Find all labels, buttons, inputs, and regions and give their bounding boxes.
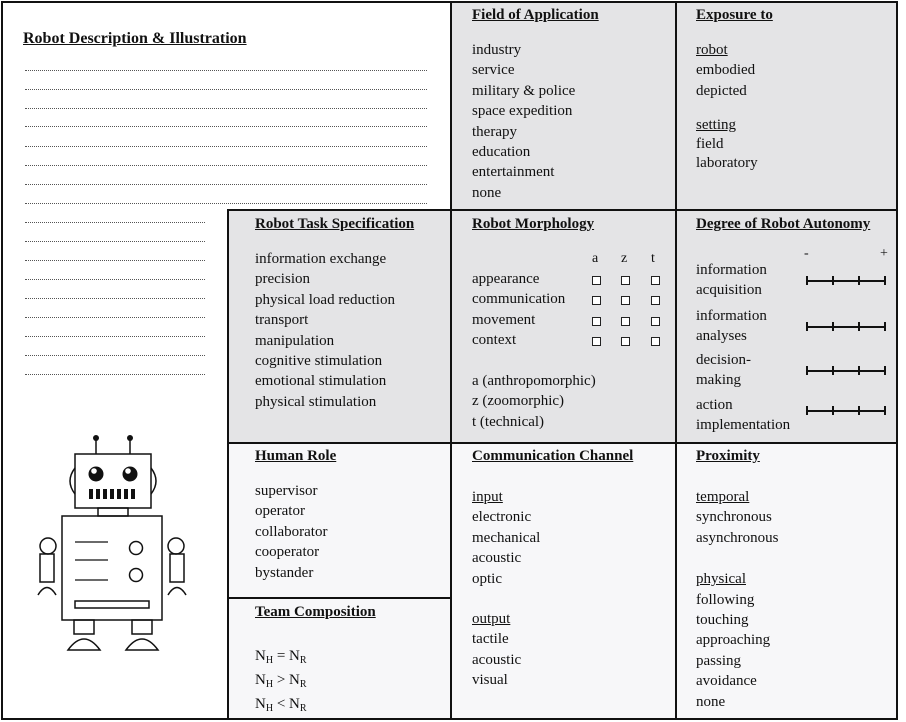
- team-ratio: $N_H < N_R$: [255, 696, 307, 714]
- divider: [227, 442, 898, 444]
- checkbox-movement-a[interactable]: [592, 317, 601, 326]
- list-item: synchronous: [696, 509, 772, 526]
- checkbox-context-a[interactable]: [592, 337, 601, 346]
- divider: [675, 2, 677, 720]
- list-item: approaching: [696, 632, 771, 649]
- exposure-robot-label: robot: [696, 42, 728, 58]
- list-item: mechanical: [472, 529, 541, 546]
- autonomy-scale[interactable]: [806, 406, 888, 416]
- morphology-row-label: communication: [472, 291, 566, 308]
- list-item: industry: [472, 42, 522, 58]
- list-item: asynchronous: [696, 529, 779, 546]
- divider: [450, 2, 452, 720]
- list-item: following: [696, 591, 755, 608]
- checkbox-communication-z[interactable]: [621, 296, 630, 305]
- morphology-rows: [472, 269, 565, 351]
- autonomy-title: Degree of Robot Autonomy: [696, 216, 871, 232]
- list-item: acoustic: [472, 651, 522, 668]
- morphology-row-label: movement: [472, 311, 536, 328]
- legend-item: t (technical): [472, 413, 545, 430]
- team-composition-list: [255, 644, 307, 716]
- morphology-legend: [472, 371, 596, 432]
- list-item: none: [472, 184, 502, 201]
- list-item: physical load reduction: [255, 291, 395, 308]
- task-title: Robot Task Specification: [255, 216, 415, 232]
- channel-input-label: input: [472, 489, 503, 505]
- checkbox-context-z[interactable]: [621, 337, 630, 346]
- checkbox-context-t[interactable]: [651, 337, 660, 346]
- morphology-title: Robot Morphology: [472, 216, 595, 232]
- robot-illustration: [30, 430, 195, 655]
- autonomy-scale[interactable]: [806, 276, 888, 286]
- list-item: bystander: [255, 564, 314, 581]
- list-item: precision: [255, 271, 310, 288]
- list-item: emotional stimulation: [255, 373, 387, 390]
- morphology-col-t: t: [651, 251, 655, 266]
- communication-channel-title: Communication Channel: [472, 448, 634, 464]
- list-item: none: [696, 693, 726, 710]
- list-item: passing: [696, 652, 741, 669]
- list-item: laboratory: [696, 155, 758, 172]
- list-item: avoidance: [696, 673, 757, 690]
- list-item: cognitive stimulation: [255, 352, 383, 369]
- list-item: information exchange: [255, 251, 387, 267]
- morphology-row-label: context: [472, 332, 517, 349]
- team-ratio: $N_H > N_R$: [255, 672, 307, 690]
- divider: [227, 597, 451, 599]
- communication-channel-list: [472, 487, 540, 691]
- proximity-temporal-label: temporal: [696, 489, 750, 505]
- team-ratio: $N_H = N_R$: [255, 648, 307, 666]
- autonomy-plus-label: +: [880, 246, 888, 261]
- human-role-list: [255, 481, 327, 583]
- list-item: depicted: [696, 82, 747, 99]
- list-item: touching: [696, 611, 749, 628]
- list-item: field: [696, 136, 724, 153]
- autonomy-row-label: decision- making: [696, 352, 751, 389]
- list-item: entertainment: [472, 164, 555, 181]
- autonomy-row-label: action implementation: [696, 397, 791, 434]
- channel-output-label: output: [472, 610, 511, 627]
- divider: [227, 209, 898, 211]
- list-item: supervisor: [255, 483, 318, 499]
- list-item: operator: [255, 503, 305, 520]
- autonomy-row-label: information acquisition: [696, 262, 767, 299]
- list-item: manipulation: [255, 332, 335, 349]
- morphology-col-a: a: [592, 251, 599, 266]
- autonomy-scale[interactable]: [806, 366, 888, 376]
- list-item: service: [472, 62, 515, 79]
- divider: [227, 209, 229, 720]
- autonomy-minus-label: -: [804, 246, 809, 261]
- exposure-list: [696, 40, 758, 174]
- description-title: Robot Description & Illustration: [23, 30, 247, 47]
- morphology-row-label: appearance: [472, 271, 540, 287]
- proximity-list: [696, 487, 779, 712]
- list-item: embodied: [696, 62, 756, 79]
- list-item: transport: [255, 312, 309, 329]
- autonomy-row-label: information analyses: [696, 308, 767, 345]
- checkbox-movement-z[interactable]: [621, 317, 630, 326]
- checkbox-appearance-z[interactable]: [621, 276, 630, 285]
- legend-item: a (anthropomorphic): [472, 373, 596, 389]
- list-item: optic: [472, 570, 502, 587]
- list-item: space expedition: [472, 103, 573, 120]
- task-list: [255, 249, 395, 412]
- checkbox-appearance-t[interactable]: [651, 276, 660, 285]
- field-of-application-list: [472, 40, 575, 203]
- list-item: electronic: [472, 509, 532, 526]
- legend-item: z (zoomorphic): [472, 393, 565, 410]
- exposure-title: Exposure to: [696, 7, 773, 23]
- checkbox-communication-t[interactable]: [651, 296, 660, 305]
- list-item: cooperator: [255, 544, 320, 561]
- list-item: military & police: [472, 82, 576, 99]
- checkbox-movement-t[interactable]: [651, 317, 660, 326]
- proximity-title: Proximity: [696, 448, 760, 464]
- exposure-setting-label: setting: [696, 117, 736, 134]
- human-role-title: Human Role: [255, 448, 337, 464]
- morphology-col-z: z: [621, 251, 628, 266]
- list-item: visual: [472, 672, 508, 689]
- list-item: acoustic: [472, 550, 522, 567]
- list-item: therapy: [472, 123, 517, 140]
- proximity-physical-label: physical: [696, 571, 746, 588]
- checkbox-appearance-a[interactable]: [592, 276, 601, 285]
- list-item: tactile: [472, 631, 509, 648]
- list-item: physical stimulation: [255, 393, 377, 410]
- list-item: collaborator: [255, 523, 328, 540]
- field-of-application-title: Field of Application: [472, 7, 599, 23]
- team-composition-title: Team Composition: [255, 604, 376, 620]
- autonomy-scale[interactable]: [806, 322, 888, 332]
- checkbox-communication-a[interactable]: [592, 296, 601, 305]
- list-item: education: [472, 143, 531, 160]
